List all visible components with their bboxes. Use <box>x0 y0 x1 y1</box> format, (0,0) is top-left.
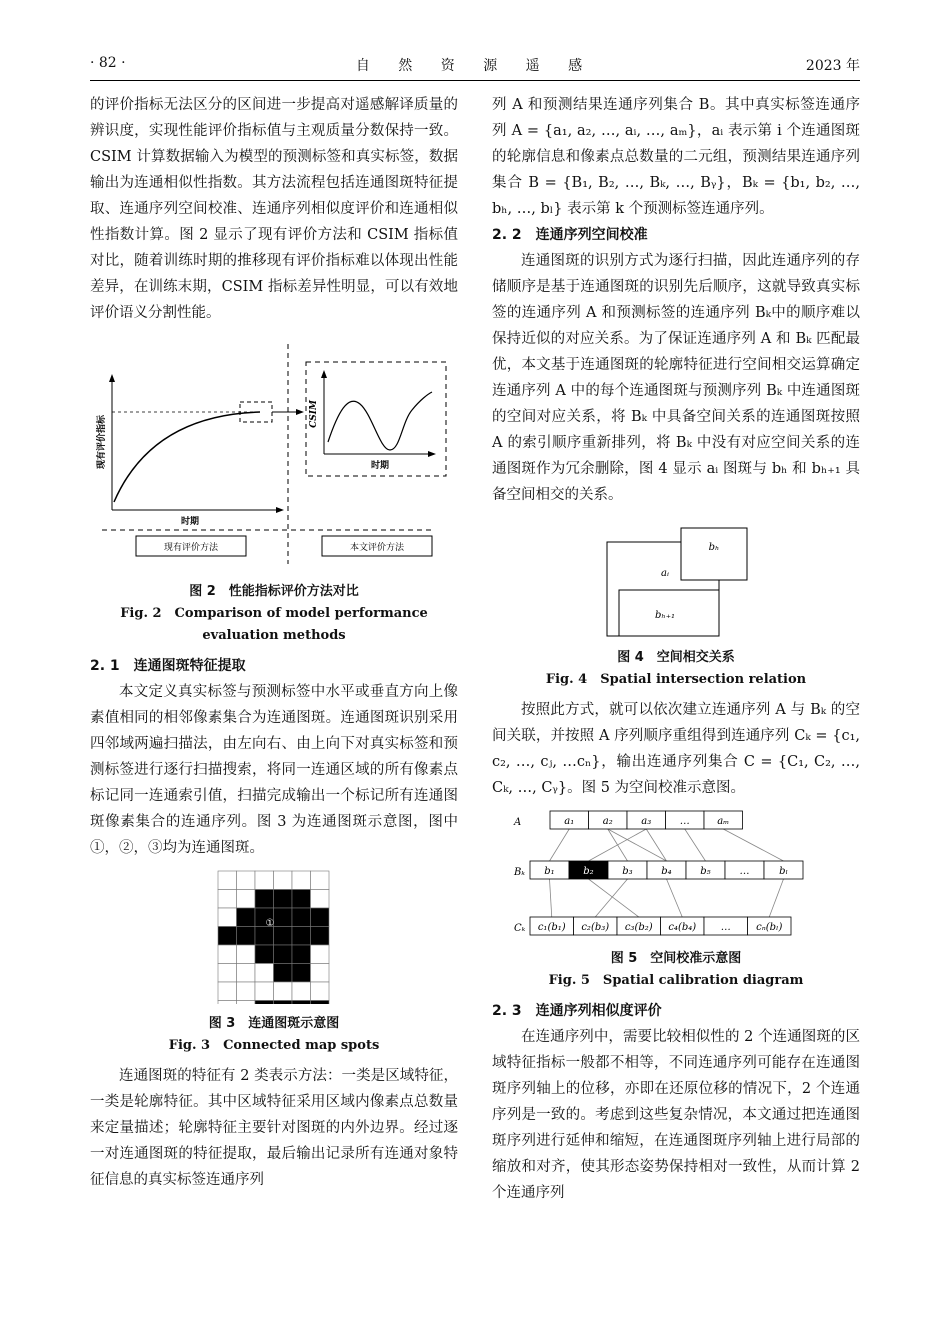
grid-cell <box>311 908 330 927</box>
figure-3-caption-zh: 图 3 连通图斑示意图 <box>208 1016 340 1031</box>
spot-2-marker: ② <box>314 894 322 903</box>
spot-3-marker: ③ <box>275 982 285 992</box>
figure-2-diagram <box>90 342 458 572</box>
paragraph: 本文定义真实标签与预测标签中水平或垂直方向上像素值相同的相邻像素集合为连通图斑。连通图斑识别采用四邻域两遍扫描法，由左向右、由上向下对真实标签和预测标签进行逐行扫描搜索，将同一连通区域的所有像素点标记同一连通索引值，扫描完成输出一个标记所有连通图斑像素集合的连通序列。图 3 为连通图斑示意图，图中①，②，③均为连通图斑。 <box>90 684 458 856</box>
mapping-line <box>550 879 552 917</box>
fig2-inset-xlabel: 时期 <box>370 461 390 471</box>
figure-5 <box>492 807 860 992</box>
seq-b-label: … <box>739 866 750 877</box>
seq-c-label: cₙ(bₗ) <box>756 922 783 933</box>
grid-cell <box>311 927 330 946</box>
grid-cell <box>237 945 256 964</box>
running-header <box>90 55 860 75</box>
ai-label: aᵢ <box>661 568 669 579</box>
seq-b-label: b₂ <box>583 866 594 877</box>
grid-cell <box>218 982 237 1001</box>
seq-b-label: b₄ <box>661 866 672 877</box>
journal-name: 自 然 资 源 遥 感 <box>355 58 595 74</box>
grid-cell <box>292 1001 311 1005</box>
grid-cell <box>255 927 274 946</box>
seq-c-label: c₄(b₄) <box>668 922 697 933</box>
grid-cell <box>218 1001 237 1005</box>
grid-cell <box>311 964 330 983</box>
paragraph: 按照此方式，就可以依次建立连通序列 A 与 Bₖ 的空间关联，并按照 A 序列顺序重组得到连通序列 Cₖ = {c₁, c₂, …, cⱼ, …cₙ}，输出连通序列集合 C = {C₁, C₂, …, Cₖ, …, Cᵧ}。图 5 为空间校准示意图。 <box>492 702 860 796</box>
seq-a-label: aₘ <box>717 816 730 827</box>
year: 2023 年 <box>805 58 860 74</box>
figure-2 <box>90 342 458 647</box>
paragraph: 连通图斑的特征有 2 类表示方法：一类是区域特征，一类是轮廓特征。其中区域特征采用区域内像素点总数量来定量描述；轮廓特征主要针对图斑的内外边界。经过逐一对连通图斑的特征提取，最后输出记录所有连通对象特征信息的真实标签连通序列 <box>90 1068 458 1188</box>
seq-b-label: bₗ <box>779 866 788 877</box>
grid-cell <box>237 982 256 1001</box>
fig2-ylabel: 现有评价指标 <box>97 414 107 470</box>
grid-cell <box>292 964 311 983</box>
figure-4-caption-zh: 图 4 空间相交关系 <box>617 650 735 665</box>
figure-3-caption-en: Fig. 3 Connected map spots <box>168 1038 380 1053</box>
seq-a-label: … <box>679 816 690 827</box>
grid-cell <box>255 871 274 890</box>
seq-b-label: b₃ <box>622 866 633 877</box>
grid-cell <box>274 1001 293 1005</box>
figure-4-diagram <box>601 526 751 638</box>
grid-cell <box>292 927 311 946</box>
figure-4-caption-en: Fig. 4 Spatial intersection relation <box>545 672 807 687</box>
mapping-line <box>723 829 783 861</box>
seq-b-label: b₅ <box>700 866 711 877</box>
grid-cell <box>218 927 237 946</box>
figure-2-caption-en: Fig. 2 Comparison of model performance <box>120 606 428 621</box>
grid-cell <box>237 908 256 927</box>
grid-cell <box>274 945 293 964</box>
section-2-3-title: 2. 3 连通序列相似度评价 <box>492 1003 662 1019</box>
figure-5-caption-zh: 图 5 空间校准示意图 <box>610 951 742 966</box>
grid-cell <box>237 871 256 890</box>
figure-4 <box>492 526 860 691</box>
grid-cell <box>274 890 293 909</box>
mapping-line <box>550 829 570 861</box>
fig2-xlabel: 时期 <box>180 517 200 527</box>
right-column <box>492 92 860 1206</box>
row-c-label: Cₖ <box>514 923 526 934</box>
mapping-line <box>667 879 683 917</box>
seq-a-label: a₃ <box>641 816 652 827</box>
paragraph: 连通图斑的识别方式为逐行扫描，因此连通序列的存储顺序是基于连通图斑的识别先后顺序，这就导致真实标签的连通序列 A 和预测标签的连通序列 Bₖ中的顺序难以保持近似的对应关系。为了保证连通序列 A 和 Bₖ 匹配最优，本文基于连通图斑的轮廓特征进行空间相交运算确定连通序列 A 中的每个连通图斑与预测序列 Bₖ 中连通图斑的空间对应关系，将 Bₖ 中具备空间关系的连通图斑按照 A 的索引顺序重新排列，将 Bₖ 中没有对应空间关系的连通图斑作为冗余删除，图 4 显示 aᵢ 图斑与 bₕ 和 bₕ₊₁ 具备空间相交的关系。 <box>492 253 860 503</box>
grid-cell <box>292 908 311 927</box>
seq-c-label: c₃(b₂) <box>624 922 653 933</box>
grid-cell <box>255 890 274 909</box>
bh-label: bₕ <box>708 542 720 553</box>
seq-a-label: a₁ <box>564 816 575 827</box>
figure-5-diagram <box>506 807 846 939</box>
grid-cell <box>311 945 330 964</box>
grid-cell <box>237 964 256 983</box>
fig2-inset-ylabel: CSIM <box>309 400 319 428</box>
grid-cell <box>218 871 237 890</box>
seq-c-label: … <box>720 922 731 933</box>
figure-3 <box>90 869 458 1057</box>
left-column <box>90 92 458 1193</box>
grid-cell <box>218 945 237 964</box>
seq-a-label: a₂ <box>602 816 613 827</box>
grid-cell <box>255 964 274 983</box>
grid-cell <box>255 1001 274 1005</box>
section-2-2-title: 2. 2 连通序列空间校准 <box>492 227 648 243</box>
grid-cell <box>311 871 330 890</box>
grid-cell <box>274 908 293 927</box>
paragraph: 列 A 和预测结果连通序列集合 B。其中真实标签连通序列 A = {a₁, a₂, …, aᵢ, …, aₘ}，aᵢ 表示第 i 个连通图斑的轮廓信息和像素点总数量的二元组，预测结果连通序列集合 B = {B₁, B₂, …, Bₖ, …, Bᵧ}，Bₖ = {b₁, b₂, …, bₕ, …, bₗ} 表示第 k 个预测标签连通序列。 <box>492 97 860 217</box>
grid-cell <box>255 945 274 964</box>
seq-b-label: b₁ <box>544 866 555 877</box>
paragraph: 在连通序列中，需要比较相似性的 2 个连通图斑的区域特征指标一般都不相等，不同连通序列可能存在连通图斑序列轴上的位移，亦即在还原位移的情况下，2 个连通序列是一致的。考虑到这些复杂情况，本文通过把连通图斑序列进行延伸和缩短，在连通图斑序列轴上进行局部的缩放和对齐，使其形态姿势保持相对一致性，从而计算 2 个连通序列 <box>492 1029 860 1201</box>
bh1-label: bₕ₊₁ <box>654 610 676 621</box>
grid-cell <box>311 982 330 1001</box>
mapping-line <box>769 879 783 917</box>
figure-2-caption-en-2: evaluation methods <box>202 628 346 643</box>
figure-3-grid <box>216 869 332 1004</box>
grid-cell <box>218 964 237 983</box>
grid-cell <box>274 927 293 946</box>
grid-cell <box>255 982 274 1001</box>
paragraph: 的评价指标无法区分的区间进一步提高对遥感解译质量的辨识度，实现性能评价指标值与主观质量分数保持一致。CSIM 计算数据输入为模型的预测标签和真实标签，数据输出为连通相似性指数。其方法流程包括连通图斑特征提取、连通序列空间校准、连通序列相似度评价和连通相似性指数计算。图 2 显示了现有评价方法和 CSIM 指标值对比，随着训练时期的推移现有评价指标难以体现出性能差异，在训练末期，CSIM 指标差异性明显，可以有效地评价语义分割性能。 <box>90 97 458 321</box>
grid-cell <box>292 982 311 1001</box>
mapping-line <box>589 879 639 917</box>
mapping-line <box>685 829 706 861</box>
fig2-box-ours: 本文评价方法 <box>349 543 405 553</box>
grid-cell <box>218 890 237 909</box>
grid-cell <box>274 964 293 983</box>
header-rule <box>90 80 860 81</box>
figure-5-caption-en: Fig. 5 Spatial calibration diagram <box>548 973 804 988</box>
mapping-line <box>595 879 627 917</box>
grid-cell <box>311 1001 330 1005</box>
grid-cell <box>292 871 311 890</box>
fig2-box-existing: 现有评价方法 <box>163 543 219 553</box>
grid-cell <box>292 890 311 909</box>
seq-c-label: c₁(b₁) <box>537 922 566 933</box>
row-b-label: Bₖ <box>514 867 525 878</box>
mapping-line <box>646 829 666 861</box>
grid-cell <box>218 908 237 927</box>
page-number: · 82 · <box>90 55 126 71</box>
grid-cell <box>237 890 256 909</box>
figure-2-caption-zh: 图 2 性能指标评价方法对比 <box>189 584 359 599</box>
spot-1-marker: ① <box>265 918 275 929</box>
row-a-label: A <box>514 817 522 828</box>
grid-cell <box>292 945 311 964</box>
grid-cell <box>237 927 256 946</box>
grid-cell <box>274 871 293 890</box>
grid-cell <box>237 1001 256 1005</box>
seq-c-label: c₂(b₃) <box>581 922 610 933</box>
section-2-1-title: 2. 1 连通图斑特征提取 <box>90 658 246 674</box>
